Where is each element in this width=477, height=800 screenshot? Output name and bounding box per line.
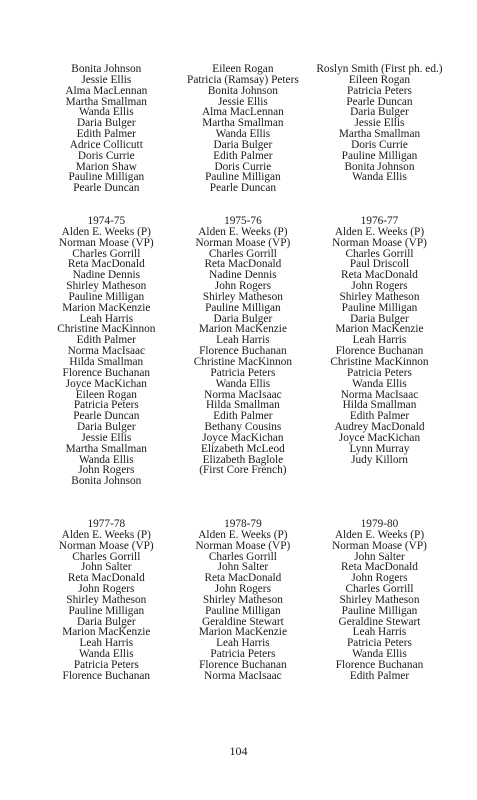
- staff-name: Edith Palmer: [213, 410, 273, 423]
- staff-name: Pauline Milligan: [68, 171, 145, 184]
- staff-name: Martha Smallman: [202, 117, 284, 130]
- staff-name: Patricia Peters: [347, 84, 412, 97]
- staff-name: John Salter: [217, 561, 269, 574]
- staff-name: Wanda Ellis: [352, 648, 407, 661]
- staff-name: Shirley Matheson: [339, 593, 420, 606]
- staff-name: Geraldine Stewart: [201, 615, 284, 628]
- staff-name: Norma MacIsaac: [67, 345, 146, 358]
- staff-name: Roslyn Smith (First ph. ed.): [316, 63, 443, 75]
- staff-name: John Salter: [81, 561, 132, 574]
- staff-column: [175, 216, 312, 487]
- staff-name: Audrey MacDonald: [334, 421, 425, 434]
- staff-name: Daria Bulger: [76, 615, 136, 628]
- staff-name: Norman Moase (VP): [332, 236, 427, 249]
- staff-name: Pearle Duncan: [73, 410, 140, 423]
- staff-name: Doris Currie: [214, 160, 272, 173]
- staff-name: Reta MacDonald: [341, 561, 418, 574]
- staff-name: Christine MacKinnon: [193, 355, 292, 368]
- staff-name: Florence Buchanan: [62, 366, 151, 379]
- staff-name: John Salter: [354, 550, 405, 563]
- staff-name: Norman Moase (VP): [332, 539, 427, 552]
- staff-name: Daria Bulger: [213, 138, 273, 151]
- staff-name: Marion Shaw: [75, 160, 137, 173]
- staff-name: Patricia Peters: [347, 366, 412, 379]
- staff-name: Reta MacDonald: [204, 572, 282, 585]
- staff-name: Patricia Peters: [210, 648, 276, 661]
- staff-name: Reta MacDonald: [204, 258, 282, 271]
- staff-column: [38, 216, 175, 487]
- staff-column: [311, 216, 448, 487]
- staff-name: Elizabeth Baglole: [202, 453, 284, 466]
- staff-name: Marion MacKenzie: [62, 301, 151, 314]
- staff-name: Lynn Murray: [349, 442, 410, 455]
- staff-name: Daria Bulger: [213, 312, 273, 325]
- staff-name: Martha Smallman: [338, 128, 421, 141]
- staff-name: Pearle Duncan: [73, 182, 140, 195]
- staff-name: Wanda Ellis: [352, 377, 407, 390]
- staff-name: Wanda Ellis: [215, 377, 271, 390]
- staff-name: Hilda Smallman: [206, 399, 280, 412]
- year-heading: 1978-79: [224, 518, 262, 530]
- year-heading: 1976-77: [360, 215, 399, 227]
- staff-name: Paul Driscoll: [349, 258, 410, 271]
- staff-column: [311, 64, 448, 194]
- staff-name: Nadine Dennis: [72, 269, 141, 282]
- staff-name: Reta MacDonald: [67, 258, 145, 271]
- staff-name: Reta MacDonald: [67, 572, 145, 585]
- staff-name: Pearle Duncan: [346, 95, 413, 108]
- staff-name: Jessie Ellis: [217, 95, 268, 108]
- staff-name: Bonita Johnson: [344, 160, 415, 173]
- staff-name: Alden E. Weeks (P): [334, 528, 425, 541]
- staff-name: Shirley Matheson: [339, 290, 420, 303]
- staff-column: [38, 519, 175, 682]
- staff-name: Alden E. Weeks (P): [61, 528, 151, 541]
- staff-name: John Rogers: [78, 583, 135, 596]
- staff-name: Doris Currie: [77, 149, 135, 162]
- staff-name: Joyce MacKichan: [65, 377, 147, 390]
- staff-name: Jessie Ellis: [354, 117, 405, 130]
- staff-list-block-1974-77: [38, 216, 448, 487]
- staff-name: Alden E. Weeks (P): [198, 528, 288, 541]
- staff-name: Florence Buchanan: [335, 345, 424, 358]
- staff-name: Pauline Milligan: [68, 604, 145, 617]
- staff-name: Florence Buchanan: [199, 658, 287, 671]
- staff-name: Patricia Peters: [347, 637, 412, 650]
- staff-name: John Rogers: [214, 583, 271, 596]
- staff-name: Marion MacKenzie: [335, 323, 424, 336]
- staff-name: Judy Killorn: [351, 453, 408, 466]
- staff-name: John Rogers: [214, 280, 271, 293]
- staff-name: Charles Gorrill: [208, 247, 277, 260]
- staff-name: Nadine Dennis: [209, 269, 277, 282]
- staff-name: Wanda Ellis: [352, 171, 407, 184]
- staff-name: Shirley Matheson: [66, 280, 147, 293]
- staff-name: Edith Palmer: [213, 149, 273, 162]
- staff-name: Pauline Milligan: [68, 290, 145, 303]
- staff-name: Leah Harris: [352, 626, 407, 639]
- staff-name: Edith Palmer: [76, 128, 136, 141]
- staff-name: Norma MacIsaac: [204, 669, 282, 682]
- staff-name: Bonita Johnson: [71, 63, 142, 75]
- staff-name: Patricia Peters: [210, 366, 276, 379]
- staff-name: Reta MacDonald: [341, 269, 418, 282]
- staff-name: Bethany Cousins: [204, 421, 282, 434]
- staff-name: Leah Harris: [352, 334, 407, 347]
- staff-name: Charles Gorrill: [208, 550, 277, 563]
- staff-name: Pauline Milligan: [341, 604, 418, 617]
- staff-name: Pauline Milligan: [205, 301, 281, 314]
- staff-name: Pauline Milligan: [205, 604, 281, 617]
- staff-name: Charles Gorrill: [345, 583, 414, 596]
- staff-name: Jessie Ellis: [81, 73, 132, 86]
- staff-name: Elizabeth McLeod: [201, 442, 285, 455]
- staff-name: Edith Palmer: [76, 334, 136, 347]
- page-number: 104: [229, 744, 248, 758]
- staff-name: Wanda Ellis: [78, 453, 134, 466]
- staff-name: Norman Moase (VP): [58, 236, 154, 249]
- staff-name: Doris Currie: [351, 138, 408, 151]
- staff-name: Leah Harris: [79, 312, 134, 325]
- staff-column: [311, 519, 448, 682]
- staff-name: Charles Gorrill: [72, 550, 141, 563]
- staff-name: Patricia Peters: [73, 399, 139, 412]
- staff-name: Charles Gorrill: [345, 247, 414, 260]
- staff-name: Eileen Rogan: [212, 63, 274, 75]
- staff-name: Norman Moase (VP): [195, 236, 291, 249]
- staff-name: Shirley Matheson: [202, 290, 283, 303]
- staff-name: Alden E. Weeks (P): [198, 225, 288, 238]
- year-heading: 1977-78: [87, 518, 126, 530]
- staff-name: Wanda Ellis: [78, 106, 134, 119]
- staff-name: Jessie Ellis: [81, 431, 132, 444]
- staff-name: Alma MacLennan: [65, 84, 148, 97]
- staff-list-block-1977-80: [38, 519, 448, 682]
- staff-name: Daria Bulger: [350, 106, 409, 119]
- staff-name: Florence Buchanan: [62, 669, 151, 682]
- year-heading: 1975-76: [224, 215, 262, 227]
- staff-name: Norma MacIsaac: [340, 388, 419, 401]
- staff-name: John Rogers: [351, 280, 408, 293]
- staff-name: Leah Harris: [79, 637, 134, 650]
- staff-name: Martha Smallman: [65, 95, 147, 108]
- staff-column: [175, 64, 312, 194]
- staff-name: Shirley Matheson: [202, 593, 283, 606]
- staff-name: Marion MacKenzie: [62, 626, 151, 639]
- staff-name: Adrice Collicutt: [69, 138, 143, 151]
- staff-name: Daria Bulger: [350, 312, 409, 325]
- staff-name: Shirley Matheson: [66, 593, 147, 606]
- staff-name: Alden E. Weeks (P): [334, 225, 425, 238]
- staff-name: Martha Smallman: [65, 442, 147, 455]
- staff-name: Leah Harris: [216, 334, 270, 347]
- staff-name: Wanda Ellis: [215, 128, 271, 141]
- staff-name: Bonita Johnson: [71, 475, 142, 488]
- staff-name: Florence Buchanan: [335, 658, 424, 671]
- staff-name: Patricia Peters: [73, 658, 139, 671]
- staff-name: Norman Moase (VP): [195, 539, 291, 552]
- staff-name: Norma MacIsaac: [204, 388, 282, 401]
- staff-name: Hilda Smallman: [69, 355, 144, 368]
- staff-name: Leah Harris: [216, 637, 270, 650]
- staff-name: Florence Buchanan: [199, 345, 287, 358]
- staff-name: Edith Palmer: [349, 410, 410, 423]
- staff-name: Wanda Ellis: [78, 648, 134, 661]
- staff-name: Alden E. Weeks (P): [61, 225, 151, 238]
- staff-name: Pauline Milligan: [341, 149, 418, 162]
- staff-name: John Rogers: [351, 572, 408, 585]
- staff-name: Eileen Rogan: [348, 73, 411, 86]
- staff-name: Charles Gorrill: [72, 247, 141, 260]
- staff-name: Christine MacKinnon: [57, 323, 156, 336]
- staff-name: Eileen Rogan: [75, 388, 137, 401]
- staff-name: Norman Moase (VP): [58, 539, 154, 552]
- staff-name: Pauline Milligan: [341, 301, 418, 314]
- staff-name: Daria Bulger: [76, 421, 136, 434]
- staff-name: Joyce MacKichan: [338, 431, 421, 444]
- staff-name: Patricia (Ramsay) Peters: [187, 73, 299, 86]
- staff-name: Bonita Johnson: [207, 84, 278, 97]
- staff-name: Marion MacKenzie: [198, 626, 287, 639]
- year-heading: 1979-80: [360, 518, 399, 530]
- staff-name: John Rogers: [78, 464, 135, 477]
- staff-name: Pearle Duncan: [209, 182, 276, 195]
- staff-column: [175, 519, 312, 682]
- staff-column: [38, 64, 175, 194]
- staff-name: Geraldine Stewart: [338, 615, 421, 628]
- staff-name: Edith Palmer: [349, 669, 410, 682]
- staff-name: Marion MacKenzie: [198, 323, 287, 336]
- staff-name: (First Core French): [199, 464, 287, 477]
- staff-name: Pauline Milligan: [205, 171, 281, 184]
- staff-name: Joyce MacKichan: [202, 431, 284, 444]
- staff-name: Alma MacLennan: [201, 106, 284, 119]
- staff-name: Daria Bulger: [76, 117, 136, 130]
- staff-name: Hilda Smallman: [342, 399, 417, 412]
- year-heading: 1974-75: [87, 215, 126, 227]
- staff-name: Christine MacKinnon: [330, 355, 429, 368]
- staff-list-block-continued: [38, 64, 448, 194]
